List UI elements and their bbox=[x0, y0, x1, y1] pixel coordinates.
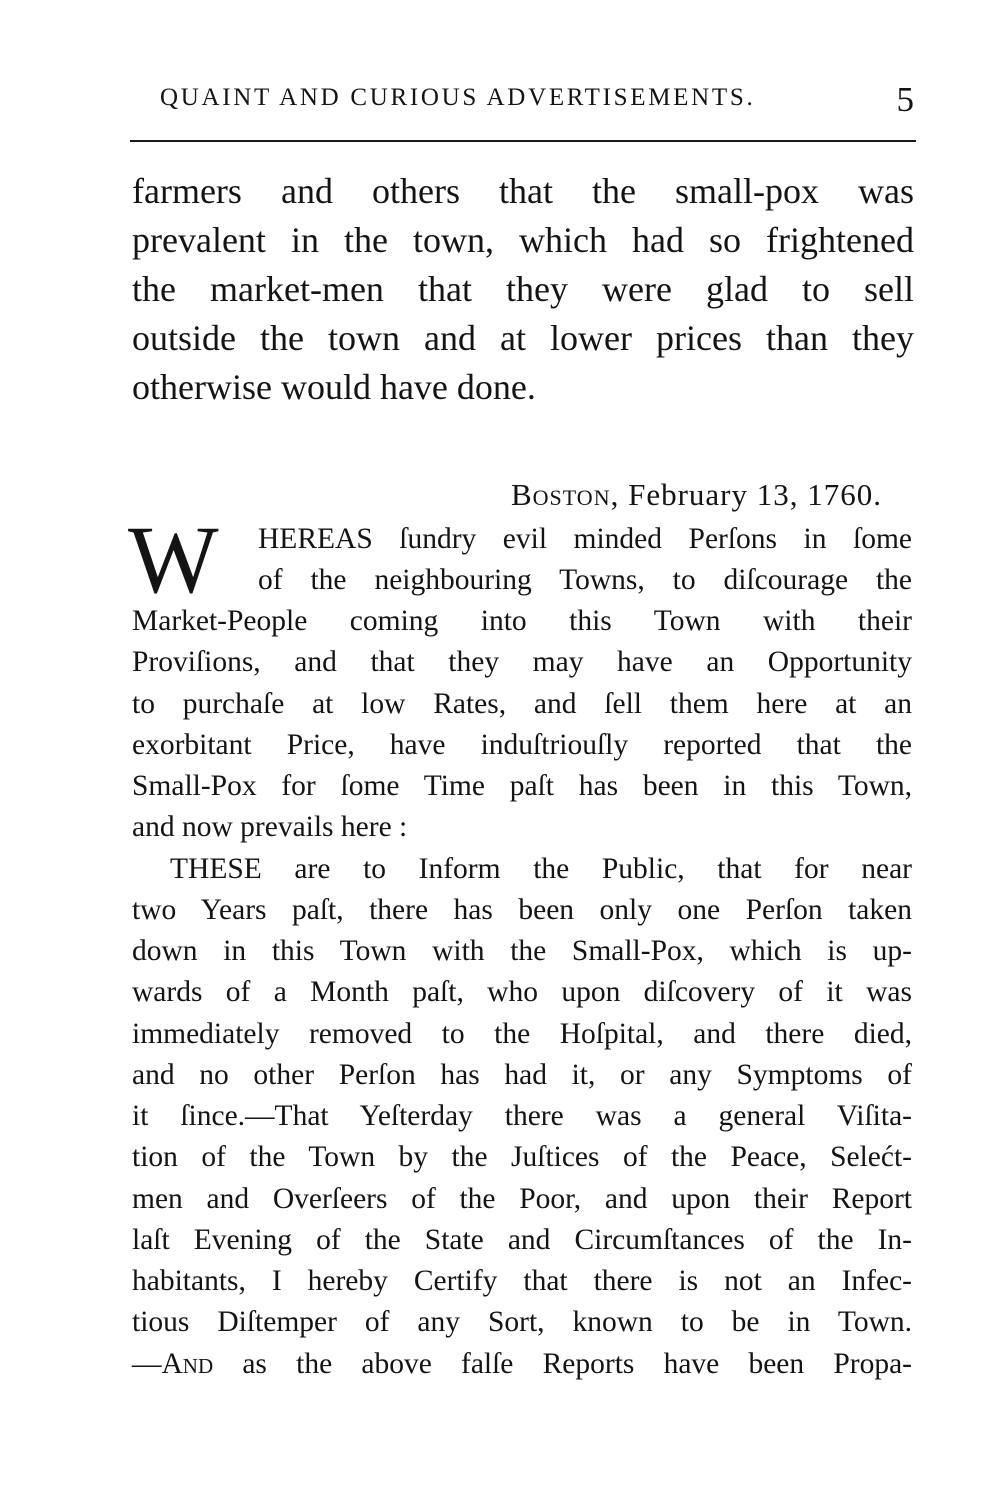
dateline bbox=[420, 473, 882, 517]
ad-line: wards of a Month paſt, who upon diſcovery of it was bbox=[132, 976, 912, 1008]
ad-line: of the neighbouring Towns, to diſcourage the bbox=[258, 564, 912, 596]
ad-line: HEREAS ſundry evil minded Perſons in ſome bbox=[258, 523, 912, 555]
dateline-date: February 13, 1760. bbox=[628, 477, 882, 512]
ad-line: laſt Evening of the State and Circumſtances of the In- bbox=[132, 1224, 912, 1256]
page-number: 5 bbox=[896, 80, 914, 119]
intro-line: otherwise would have done. bbox=[132, 367, 536, 407]
ad-line: tion of the Town by the Juſtices of the Peace, Selećt- bbox=[132, 1141, 912, 1173]
ad-line: down in this Town with the Small-Pox, which is up- bbox=[132, 935, 912, 967]
running-title: QUAINT AND CURIOUS ADVERTISEMENTS. bbox=[160, 84, 756, 111]
drop-cap: W bbox=[128, 506, 219, 613]
ad-line: two Years paſt, there has been only one Perſon taken bbox=[132, 894, 912, 926]
intro-line: outside the town and at lower prices than they bbox=[132, 318, 914, 358]
closing-smallcaps: And bbox=[161, 1348, 214, 1380]
ad-line: it ſince.—That Yeſterday there was a general Viſita- bbox=[132, 1100, 912, 1132]
intro-line: farmers and others that the small-pox was bbox=[132, 171, 914, 211]
closing-rest: as the above falſe Reports have been Propa- bbox=[213, 1348, 912, 1380]
ad-line: tious Diſtemper of any Sort, known to be in Town. bbox=[132, 1306, 912, 1338]
ad-line: habitants, I hereby Certify that there is not an Infec- bbox=[132, 1265, 912, 1297]
running-head bbox=[132, 80, 918, 124]
intro-line: prevalent in the town, which had so frightened bbox=[132, 220, 914, 260]
ad-line: THESE are to Inform the Public, that for near bbox=[170, 853, 912, 885]
header-rule bbox=[130, 140, 916, 142]
closing-dash: — bbox=[132, 1348, 162, 1380]
dateline-place: Boston, bbox=[510, 477, 620, 512]
ad-line: to purchaſe at low Rates, and ſell them here at an bbox=[132, 688, 912, 720]
ad-line: Proviſions, and that they may have an Opportunity bbox=[132, 646, 912, 678]
ad-line: men and Overſeers of the Poor, and upon their Report bbox=[132, 1183, 912, 1215]
ad-line: Small-Pox for ſome Time paſt has been in this Town, bbox=[132, 770, 912, 802]
ad-line: Market-People coming into this Town with their bbox=[132, 605, 912, 637]
ad-line: and no other Perſon has had it, or any Symptoms of bbox=[132, 1059, 912, 1091]
ad-line: exorbitant Price, have induſtriouſly reported that the bbox=[132, 729, 912, 761]
ad-line: immediately removed to the Hoſpital, and there died, bbox=[132, 1018, 912, 1050]
ad-closing-line bbox=[132, 1343, 912, 1385]
intro-line: the market-men that they were glad to sell bbox=[132, 269, 914, 309]
ad-line: and now prevails here : bbox=[132, 811, 408, 843]
